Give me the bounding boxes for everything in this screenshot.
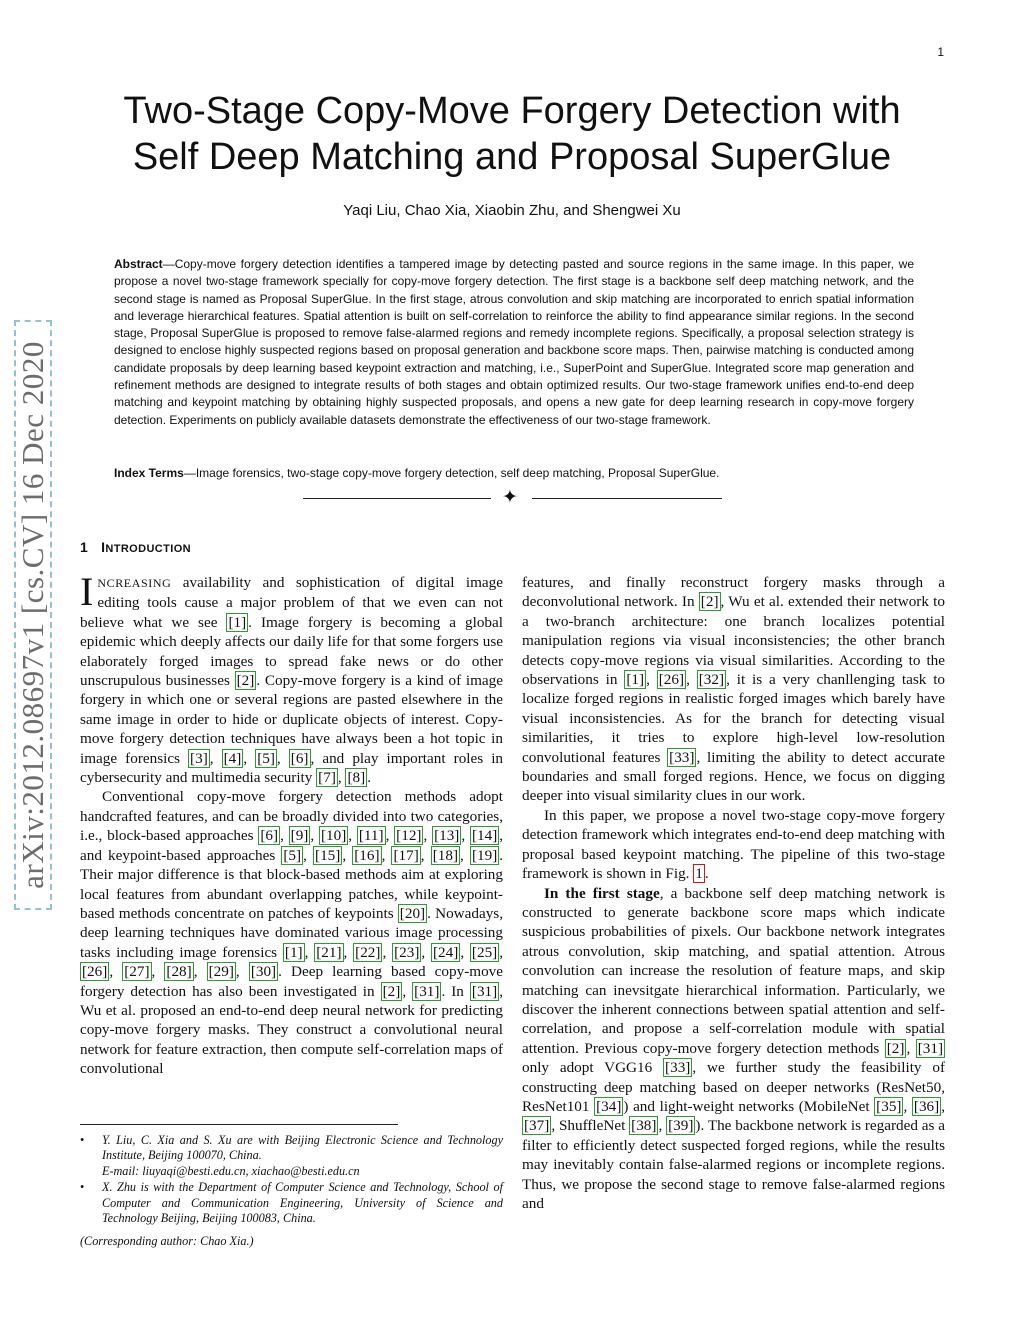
citation-link[interactable]: [10] bbox=[320, 827, 347, 845]
citation-link[interactable]: [6] bbox=[290, 749, 309, 767]
citation-link[interactable]: [26] bbox=[82, 963, 108, 981]
section-heading bbox=[80, 539, 191, 555]
divider-rule-right bbox=[532, 498, 722, 499]
citation-link[interactable]: [22] bbox=[355, 943, 381, 961]
title-line-1: Two-Stage Copy-Move Forgery Detection with bbox=[123, 90, 901, 132]
text-run: Conventional copy-move forgery detection methods adopt handcrafted features, and can be broadly divided into two categories, i.e., block-based approaches bbox=[80, 788, 503, 845]
corresponding-author-note: (Corresponding author: Chao Xia.) bbox=[80, 1234, 254, 1249]
author-list: Yaqi Liu, Chao Xia, Xiaobin Zhu, and Shengwei Xu bbox=[343, 202, 681, 219]
text-run: . Their major difference is that block-based methods aim at exploring local features from abundant overlapping patches, while keypoint-based methods concentrate on patches of keypoints bbox=[80, 846, 504, 922]
text-run: , and play important roles in cybersecurity and multimedia security bbox=[80, 749, 504, 787]
citation-link[interactable]: [33] bbox=[665, 1059, 691, 1077]
abstract-text: —Copy-move forgery detection identifies a tampered image by detecting pasted and source regions in the same image. In this paper, we propose a novel two-stage framework specially for copy-move forgery detection. The first stage is a backbone self deep matching network, and the second stage is named as Proposal SuperGlue. In the first stage, atrous convolution and skip matching are incorporated to enrich spatial information and leverage hierarchical features. Spatial attention is built on self-correlation to reinforce the ability to find appearance similar regions. In the second stage, Proposal SuperGlue is proposed to remove false-alarmed regions and remedy incomplete regions. Specifically, a proposal selection strategy is designed to enclose highly suspected regions based on proposal generation and backbone score maps. Then, pairwise matching is conducted among candidate proposals by deep learning based keypoint extraction and matching, i.e., SuperPoint and SuperGlue. Integrated score map generation and refinement methods are designed to integrate results of both stages and obtain optimized results. Our two-stage framework unifies end-to-end deep matching and keypoint matching by obtaining highly suspected proposals, and opens a new gate for deep learning research in copy-move forgery detection. Experiments on publicly available datasets demonstrate the effectiveness of our two-stage framework. bbox=[114, 257, 914, 427]
citation-link[interactable]: [15] bbox=[315, 846, 341, 864]
citation-link[interactable]: [28] bbox=[166, 963, 192, 981]
footnote-text: X. Zhu is with the Department of Computer Science and Technology, School of Computer and Communication Engineering, University of Science and Technology Beijing, Beijing 100083, China. bbox=[102, 1180, 503, 1226]
citation-link[interactable]: [33] bbox=[669, 748, 695, 766]
citation-link[interactable]: [39] bbox=[668, 1117, 694, 1135]
divider-diamond-icon: ✦ bbox=[502, 487, 518, 508]
text-run: only adopt VGG16 bbox=[522, 1059, 664, 1077]
citation-link[interactable]: [27] bbox=[124, 963, 150, 981]
citation-link[interactable]: [20] bbox=[399, 904, 426, 922]
title-line-2: Self Deep Matching and Proposal SuperGlue bbox=[132, 136, 892, 178]
citation-link[interactable]: [2] bbox=[382, 982, 401, 1000]
intro-paragraph-4 bbox=[522, 806, 945, 884]
text-run: . bbox=[704, 865, 709, 883]
citation-link[interactable]: [30] bbox=[250, 963, 277, 981]
lead-in-smallcaps: NCREASING bbox=[97, 576, 172, 590]
intro-paragraph-2: Conventional copy-move forgery detection methods adopt handcrafted features, and can be broadly divided into two categories, i.e., block-based approaches [6] , [9] , [10] , [11] , [12] , [13] , [14] , and keypoint-based approaches [5] , [15] , [16] , [17] , [18] , [19] . Their major difference is that block-based methods aim at exploring local features from abundant overlapping patches, while keypoint-based methods concentrate on patches of keypoints [20] . Nowadays, deep learning techniques have dominated various image processing tasks including image forensics [1] , [21] , [22] , [23] , [24] , [25] , [26] , [27] , [28] , [29] , [30] . Deep learning based copy-move forgery detection has also been investigated in [2] , [31] . In [31] , Wu et al. proposed an end-to-end deep neural network for predicting copy-move forgery masks. They construct a convolutional neural network for feature extraction, then compute self-correlation maps of convolutional bbox=[80, 788, 504, 1078]
citation-link[interactable]: [23] bbox=[394, 943, 420, 961]
citation-link[interactable]: [2] bbox=[236, 672, 255, 690]
citation-link[interactable]: [1] bbox=[284, 943, 303, 961]
index-terms-text: —Image forensics, two-stage copy-move forgery detection, self deep matching, Proposal SuperGlue. bbox=[183, 466, 720, 480]
intro-paragraph-5: In the first stage, a backbone self deep matching network is constructed to generate backbone score maps which indicate suspicious probabilities of pixels. Our backbone network integrates atrous convolution, skip matching, and spatial attention. Atrous convolution can increase the resolution of feature maps, and skip matching can inevsitgate hierarchical information. Particularly, we discover the inherent connections between spatial attention and self-correlation, and propose a self-correlation module with spatial attention. Previous copy-move forgery detection methods [2] , [31] only adopt VGG16 [33] , we further study the feasibility of constructing deep matching based on deeper networks (ResNet50, ResNet101 [34] ) and light-weight networks (MobileNet [35] , [36] , [37] , ShuffleNet [38] , [39] ). The backbone network is regarded as a filter to efficiently detect suspected forged regions, while the results may inevitably contain false-alarmed regions or incomplete regions. Thus, we propose the second stage to remove false-alarmed regions and bbox=[522, 884, 946, 1212]
citation-link[interactable]: [2] bbox=[700, 593, 719, 611]
citation-link[interactable]: [2] bbox=[886, 1039, 905, 1057]
citation-link[interactable]: [21] bbox=[316, 943, 342, 961]
bold-lead: In the first stage bbox=[544, 884, 660, 902]
text-run: . Deep learning based copy-move forgery detection has also been investigated in bbox=[80, 963, 503, 1000]
citation-link[interactable]: [6] bbox=[260, 827, 279, 845]
page-number: 1 bbox=[937, 45, 944, 59]
citation-link[interactable]: [18] bbox=[432, 846, 459, 864]
text-run: availability and sophistication of digital image editing tools cause a major problem of that we even can not believe what we see bbox=[80, 574, 503, 631]
paper-title bbox=[60, 88, 964, 180]
text-run: , we further study the feasibility of constructing deep matching based on deeper networks (ResNet50, ResNet101 bbox=[522, 1059, 945, 1115]
intro-paragraph-1: INCREASING availability and sophistication of digital image editing tools cause a major problem of that we even can not believe what we see [1] . Image forgery is becoming a global epidemic which deeply affects our daily life for that some forgers use elaborately forged images to spread fake news or do other unscrupulous businesses [2] . Copy-move forgery is a kind of image forgery in which one or several regions are pasted elsewhere in the same image in order to hide or duplicate objects of interest. Copy-move forgery detection techniques have always been a hot topic in image forensics [3] , [4] , [5] , [6] , and play important roles in cybersecurity and multimedia security [7] , [8] . bbox=[80, 569, 504, 787]
text-run: . Copy-move forgery is a kind of image forgery in which one or several regions are pasted elsewhere in the same image in order to hide or duplicate objects of interest. Copy-move forgery detection techniques have always been a hot topic in image forensics bbox=[80, 672, 504, 767]
citation-link[interactable]: [31] bbox=[471, 982, 498, 1000]
text-run: . Image forgery is becoming a global epidemic which deeply affects our daily life for that some forgers use elaborately forged images to spread fake news or do other unscrupulous businesses bbox=[80, 613, 503, 690]
citation-link[interactable]: [1] bbox=[228, 613, 247, 631]
citation-link[interactable]: [24] bbox=[433, 943, 459, 961]
citation-link[interactable]: [5] bbox=[257, 749, 275, 767]
text-run: , it is a very chanllenging task to localize forged regions in realistic forged images which barely have visual inconsistencies. As for the branch for detecting visual similarities, it tries to explore high-level low-resolution convolutional features bbox=[522, 671, 946, 766]
citation-link[interactable]: [26] bbox=[658, 671, 685, 689]
text-run: ) and light-weight networks (MobileNet bbox=[623, 1097, 875, 1115]
text-run: , Wu et al. extended their network to a two-branch architecture: one branch localizes potential manipulation regions via visual inconsistencies; the other branch detects copy-move regions via visual similarities. According to the observations in bbox=[522, 593, 945, 689]
drop-cap: I bbox=[80, 569, 94, 614]
index-terms-label: Index Terms bbox=[114, 466, 184, 480]
text-run: features, and finally reconstruct forgery masks through a deconvolutional network. In bbox=[522, 574, 945, 611]
abstract bbox=[114, 256, 914, 429]
citation-link[interactable]: [38] bbox=[631, 1117, 657, 1135]
text-run: , limiting the ability to detect accurate boundaries and small forged regions. Hence, we focus on digging deeper into visual similarity clues in our work. bbox=[522, 748, 946, 805]
arxiv-stamp bbox=[14, 320, 52, 910]
section-number: 1 bbox=[80, 539, 89, 555]
section-title-rest: NTRODUCTION bbox=[105, 543, 192, 555]
footnote-affiliation-1 bbox=[80, 1133, 503, 1179]
bullet-icon: • bbox=[80, 1133, 85, 1147]
footnote-email: E-mail: liuyaqi@besti.edu.cn, xiachao@besti.edu.cn bbox=[102, 1163, 360, 1178]
figure-link[interactable]: 1 bbox=[695, 865, 703, 883]
citation-link[interactable]: [1] bbox=[626, 671, 645, 689]
citation-link[interactable]: [32] bbox=[698, 671, 725, 689]
citation-link[interactable]: [34] bbox=[596, 1097, 622, 1115]
citation-link[interactable]: [25] bbox=[471, 943, 498, 961]
citation-link[interactable]: [16] bbox=[354, 846, 380, 864]
footnote-affiliation-2 bbox=[80, 1180, 503, 1226]
citation-link[interactable]: [7] bbox=[318, 769, 336, 787]
bullet-icon: • bbox=[80, 1180, 85, 1195]
arxiv-identifier: arXiv:2012.08697v1 [cs.CV] 16 Dec 2020 bbox=[15, 341, 50, 889]
citation-link[interactable]: [11] bbox=[358, 827, 384, 845]
text-run: , Wu et al. proposed an end-to-end deep neural network for predicting copy-move forgery masks. They construct a convolutional neural network for feature extraction, then compute self-correlation maps of convolutional bbox=[80, 982, 503, 1078]
citation-link[interactable]: [14] bbox=[471, 827, 498, 845]
section-initial: I bbox=[101, 539, 106, 555]
left-column bbox=[80, 569, 504, 1079]
text-run: In this paper, we propose a novel two-stage copy-move forgery detection framework which integrates end-to-end deep matching with proposal based keypoint matching. The pipeline of this two-stage framework is shown in Fig. bbox=[522, 806, 945, 883]
citation-link[interactable]: [31] bbox=[917, 1039, 944, 1057]
text-run: , a backbone self deep matching network is constructed to generate backbone score maps which indicate suspicious probabilities of pixels. Our backbone network integrates atrous convolution, skip matching, and spatial attention. Atrous convolution can increase the resolution of feature maps, and skip matching can inevsitgate hierarchical information. Particularly, we discover the inherent connections between spatial attention and self-correlation, and propose a self-correlation module with spatial attention. Previous copy-move forgery detection methods bbox=[522, 884, 945, 1057]
citation-link[interactable]: [8] bbox=[347, 769, 366, 787]
footnote-text: Y. Liu, C. Xia and S. Xu are with Beijing Electronic Science and Technology Institute, Beijing 100070, China. bbox=[102, 1133, 503, 1163]
citation-link[interactable]: [4] bbox=[223, 749, 242, 767]
citation-link[interactable]: [29] bbox=[208, 963, 234, 981]
citation-link[interactable]: [36] bbox=[913, 1097, 940, 1115]
citation-link[interactable]: [5] bbox=[283, 846, 302, 864]
divider-rule-left bbox=[303, 498, 491, 499]
footnote-rule bbox=[80, 1124, 398, 1125]
citation-link[interactable]: [13] bbox=[434, 827, 460, 845]
citation-link[interactable]: [3] bbox=[190, 749, 208, 767]
citation-link[interactable]: [37] bbox=[524, 1117, 550, 1135]
index-terms bbox=[114, 465, 914, 482]
text-run: ). The backbone network is regarded as a filter to efficiently detect suspected forged regions, while the results may inevitably contain false-alarmed regions or incomplete regions. Thus, we propose the second stage to remove false-alarmed regions and bbox=[522, 1117, 946, 1212]
citation-link[interactable]: [17] bbox=[393, 846, 419, 864]
abstract-label: Abstract bbox=[114, 257, 163, 271]
citation-link[interactable]: [19] bbox=[471, 846, 498, 864]
right-column bbox=[522, 573, 945, 1213]
citation-link[interactable]: [9] bbox=[290, 827, 309, 845]
text-run: . In bbox=[441, 982, 470, 1000]
citation-link[interactable]: [31] bbox=[414, 982, 440, 1000]
text-run: , and keypoint-based approaches bbox=[80, 827, 504, 864]
citation-link[interactable]: [12] bbox=[396, 827, 422, 845]
text-run: . Nowadays, deep learning techniques have dominated various image processing tasks including image forensics bbox=[80, 904, 504, 961]
citation-link[interactable]: [35] bbox=[876, 1097, 902, 1115]
footnotes bbox=[80, 1133, 503, 1250]
text-run: , ShuffleNet bbox=[551, 1117, 630, 1135]
intro-paragraph-3: features, and finally reconstruct forgery masks through a deconvolutional network. In [2] , Wu et al. extended their network to a two-branch architecture: one branch localizes potential manipulation regions via visual inconsistencies; the other branch detects copy-move regions via visual similarities. According to the observations in [1] , [26] , [32] , it is a very chanllenging task to localize forged regions in realistic forged images which barely have visual inconsistencies. As for the branch for detecting visual similarities, it tries to explore high-level low-resolution convolutional features [33] , limiting the ability to detect accurate boundaries and small forged regions. Hence, we focus on digging deeper into visual similarity clues in our work. bbox=[522, 574, 946, 805]
